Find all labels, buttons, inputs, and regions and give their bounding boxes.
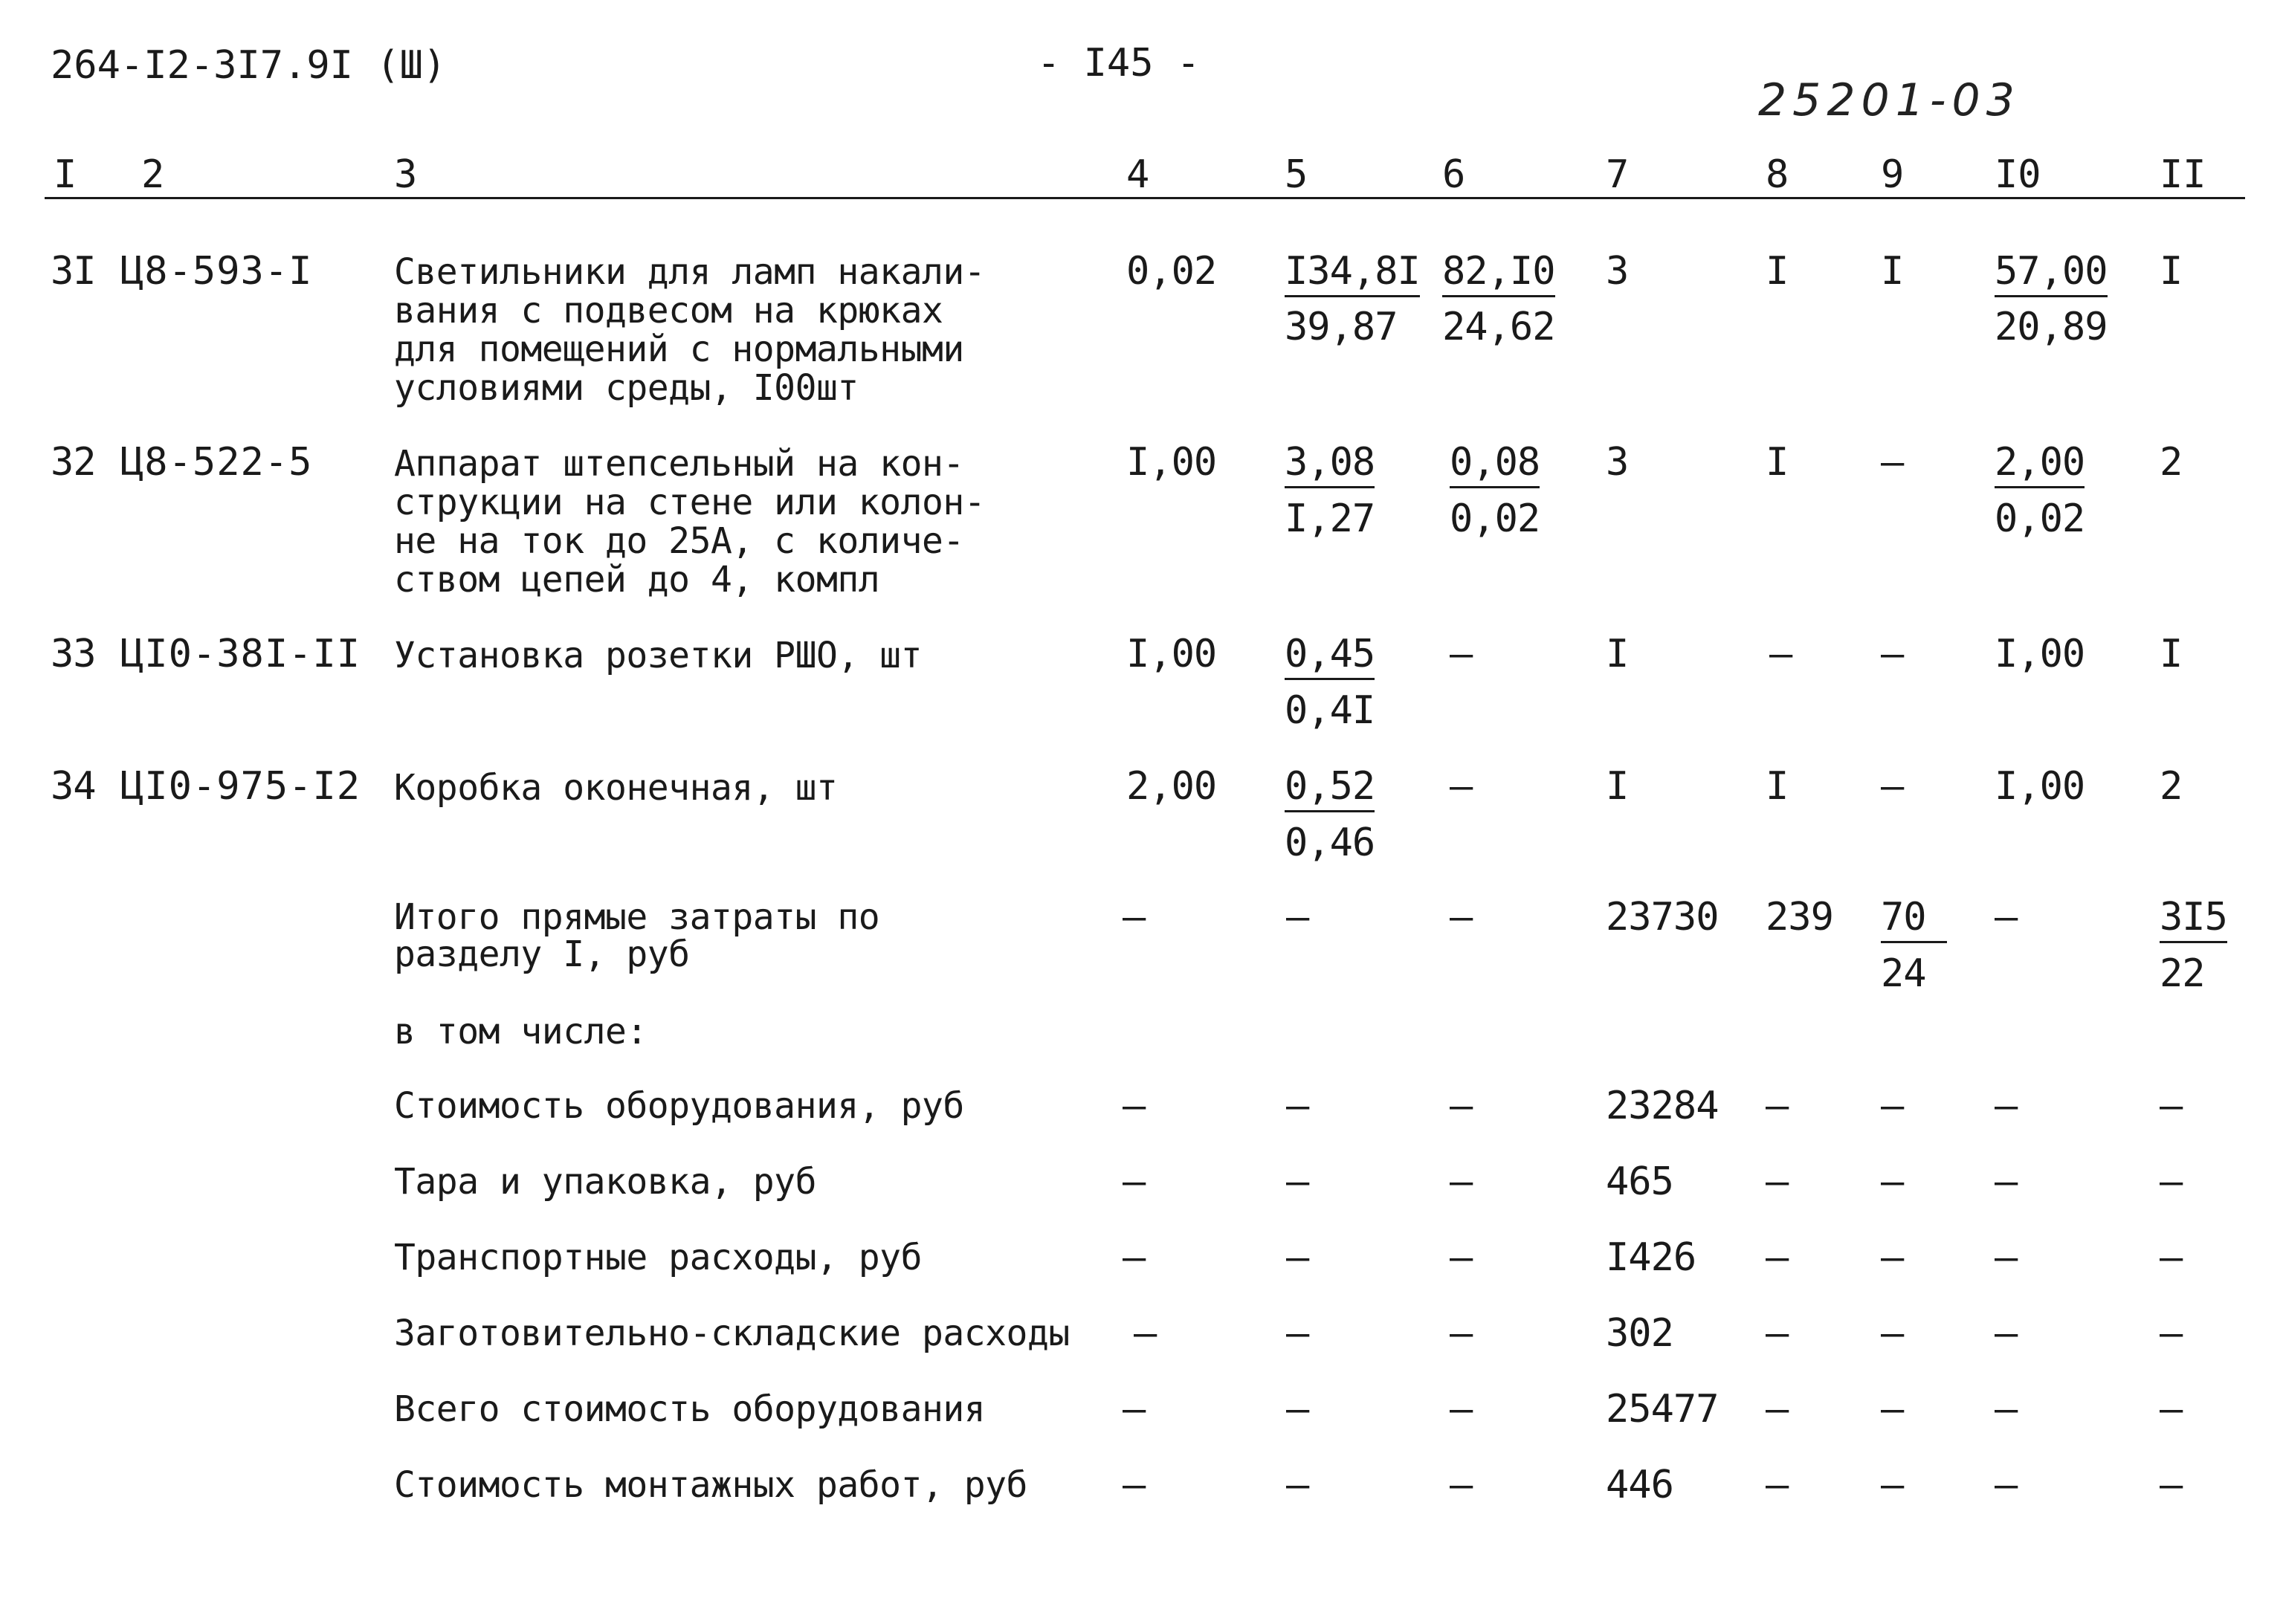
row-number: 32 (51, 440, 96, 485)
machine-cost: – (1450, 632, 1473, 676)
unit-cost-total: 0,52 (1285, 764, 1375, 812)
summary-label: Тара и упаковка, руб (394, 1161, 816, 1203)
labor-unit-machine: 0,02 (1995, 496, 2085, 541)
unit-cost-wages: 0,46 (1285, 821, 1375, 865)
total-cost: 3 (1606, 440, 1629, 485)
summary-col-10: – (1995, 1235, 2018, 1280)
total-col-10: – (1995, 895, 2018, 939)
column-header: 4 (1126, 152, 1150, 197)
summary-col-8: – (1766, 1235, 1789, 1280)
summary-cost: 25477 (1606, 1387, 1719, 1431)
machine-wages: 0,02 (1450, 496, 1540, 541)
total-col-8: 239 (1766, 895, 1833, 939)
summary-col-8: – (1766, 1159, 1789, 1204)
labor-unit: I,00 (1995, 764, 2085, 809)
summary-cost: 302 (1606, 1311, 1673, 1356)
price-code: ЦI0-38I-II (120, 632, 361, 676)
summary-col-11: – (2160, 1311, 2183, 1356)
total-labor: 3I5 (2160, 895, 2227, 943)
summary-col-8: – (1766, 1084, 1789, 1128)
col-9: – (1881, 632, 1905, 676)
total-cost: I (1606, 632, 1629, 676)
summary-col-4: – (1123, 1159, 1146, 1204)
col-9: – (1881, 764, 1905, 809)
document-code: 264-I2-3I7.9I (Ш) (51, 43, 447, 88)
summary-col-6: – (1450, 1387, 1473, 1431)
summary-col-6: – (1450, 1463, 1473, 1507)
quantity: I,00 (1126, 632, 1217, 676)
summary-col-10: – (1995, 1387, 2018, 1431)
machine-wages: 24,62 (1442, 305, 1555, 349)
summary-col-8: – (1766, 1311, 1789, 1356)
price-code: Ц8-522-5 (120, 440, 313, 485)
summary-col-11: – (2160, 1463, 2183, 1507)
summary-label: Заготовительно-складские расходы (394, 1313, 1070, 1354)
summary-cost: 465 (1606, 1159, 1673, 1204)
row-number: 3I (51, 249, 96, 294)
summary-label: Транспортные расходы, руб (394, 1237, 922, 1278)
col-9: – (1881, 440, 1905, 485)
labor-total: 2 (2160, 440, 2183, 485)
summary-col-6: – (1450, 1235, 1473, 1280)
total-cost: I (1606, 764, 1629, 809)
total-labor-lower: 22 (2160, 951, 2205, 996)
summary-col-4: – (1123, 1235, 1146, 1280)
column-header: II (2160, 152, 2206, 197)
column-header: 2 (141, 152, 165, 197)
labor-total: 2 (2160, 764, 2183, 809)
total-label: Итого прямые затраты по (394, 896, 880, 938)
summary-col-10: – (1995, 1463, 2018, 1507)
col-8: – (1769, 632, 1793, 676)
summary-col-5: – (1286, 1159, 1310, 1204)
labor-unit-machine: 20,89 (1995, 305, 2108, 349)
summary-col-11: – (2160, 1235, 2183, 1280)
row-description: не на ток до 25А, с количе- (394, 520, 964, 562)
row-description: Светильники для ламп накали- (394, 251, 986, 293)
summary-col-6: – (1450, 1084, 1473, 1128)
summary-col-9: – (1881, 1387, 1905, 1431)
col-8: I (1766, 764, 1789, 809)
column-header: 8 (1766, 152, 1789, 197)
summary-col-5: – (1286, 1463, 1310, 1507)
row-number: 33 (51, 632, 96, 676)
summary-cost: 23284 (1606, 1084, 1719, 1128)
summary-col-10: – (1995, 1311, 2018, 1356)
summary-col-8: – (1766, 1463, 1789, 1507)
total-cost: 3 (1606, 249, 1629, 294)
summary-cost: 446 (1606, 1463, 1673, 1507)
summary-col-11: – (2160, 1084, 2183, 1128)
column-header: 7 (1606, 152, 1630, 197)
total-label: разделу I, руб (394, 934, 690, 975)
total-col-4: – (1123, 895, 1146, 939)
summary-col-4: – (1123, 1084, 1146, 1128)
column-header: 9 (1881, 152, 1905, 197)
labor-total: I (2160, 249, 2183, 294)
summary-cost: I426 (1606, 1235, 1696, 1280)
machine-cost: 0,08 (1450, 440, 1540, 488)
total-col-5: – (1286, 895, 1310, 939)
registration-number: 25201-03 (1758, 74, 2021, 126)
page-number: - I45 - (1037, 41, 1201, 85)
machine-cost: 82,I0 (1442, 249, 1555, 297)
row-description: для помещений с нормальными (394, 329, 964, 370)
total-col-6: – (1450, 895, 1473, 939)
summary-col-5: – (1286, 1235, 1310, 1280)
summary-col-6: – (1450, 1159, 1473, 1204)
row-description: Коробка оконечная, шт (394, 767, 838, 809)
column-header: I0 (1995, 152, 2041, 197)
total-col-9: 70 (1881, 895, 1947, 943)
summary-label: Стоимость монтажных работ, руб (394, 1464, 1027, 1506)
summary-label: Стоимость оборудования, руб (394, 1085, 964, 1127)
row-description: Установка розетки РШО, шт (394, 635, 922, 676)
summary-col-5: – (1286, 1084, 1310, 1128)
col-8: I (1766, 249, 1789, 294)
summary-col-11: – (2160, 1159, 2183, 1204)
summary-col-6: – (1450, 1311, 1473, 1356)
total-col-9-lower: 24 (1881, 951, 1926, 996)
col-9: I (1881, 249, 1904, 294)
quantity: 2,00 (1126, 764, 1217, 809)
summary-label: Всего стоимость оборудования (394, 1388, 986, 1430)
row-description: струкции на стене или колон- (394, 482, 986, 523)
unit-cost-wages: 0,4I (1285, 688, 1375, 733)
summary-col-10: – (1995, 1084, 2018, 1128)
unit-cost-wages: I,27 (1285, 496, 1375, 541)
column-header: 5 (1285, 152, 1308, 197)
unit-cost-total: 0,45 (1285, 632, 1375, 680)
labor-unit: 57,00 (1995, 249, 2108, 297)
row-description: вания с подвесом на крюках (394, 290, 943, 331)
machine-cost: – (1450, 764, 1473, 809)
row-description: Аппарат штепсельный на кон- (394, 443, 964, 485)
labor-unit: I,00 (1995, 632, 2085, 676)
quantity: 0,02 (1126, 249, 1217, 294)
row-number: 34 (51, 764, 96, 809)
summary-col-5: – (1286, 1311, 1310, 1356)
column-header: I (54, 152, 77, 197)
summary-col-10: – (1995, 1159, 2018, 1204)
total-cost: 23730 (1606, 895, 1719, 939)
summary-col-9: – (1881, 1084, 1905, 1128)
summary-col-9: – (1881, 1159, 1905, 1204)
summary-col-11: – (2160, 1387, 2183, 1431)
quantity: I,00 (1126, 440, 1217, 485)
column-header: 6 (1442, 152, 1466, 197)
including-label: в том числе: (394, 1011, 648, 1052)
summary-col-9: – (1881, 1463, 1905, 1507)
header-rule (45, 197, 2245, 199)
summary-col-4: – (1134, 1311, 1157, 1356)
col-8: I (1766, 440, 1789, 485)
summary-col-9: – (1881, 1235, 1905, 1280)
summary-col-9: – (1881, 1311, 1905, 1356)
summary-col-8: – (1766, 1387, 1789, 1431)
row-description: ством цепей до 4, компл (394, 559, 880, 601)
labor-unit: 2,00 (1995, 440, 2085, 488)
summary-col-5: – (1286, 1387, 1310, 1431)
row-description: условиями среды, I00шт (394, 367, 859, 409)
column-header: 3 (394, 152, 418, 197)
price-code: ЦI0-975-I2 (120, 764, 361, 809)
summary-col-4: – (1123, 1463, 1146, 1507)
unit-cost-total: 3,08 (1285, 440, 1375, 488)
unit-cost-wages: 39,87 (1285, 305, 1398, 349)
labor-total: I (2160, 632, 2183, 676)
unit-cost-total: I34,8I (1285, 249, 1420, 297)
summary-col-4: – (1123, 1387, 1146, 1431)
price-code: Ц8-593-I (120, 249, 313, 294)
